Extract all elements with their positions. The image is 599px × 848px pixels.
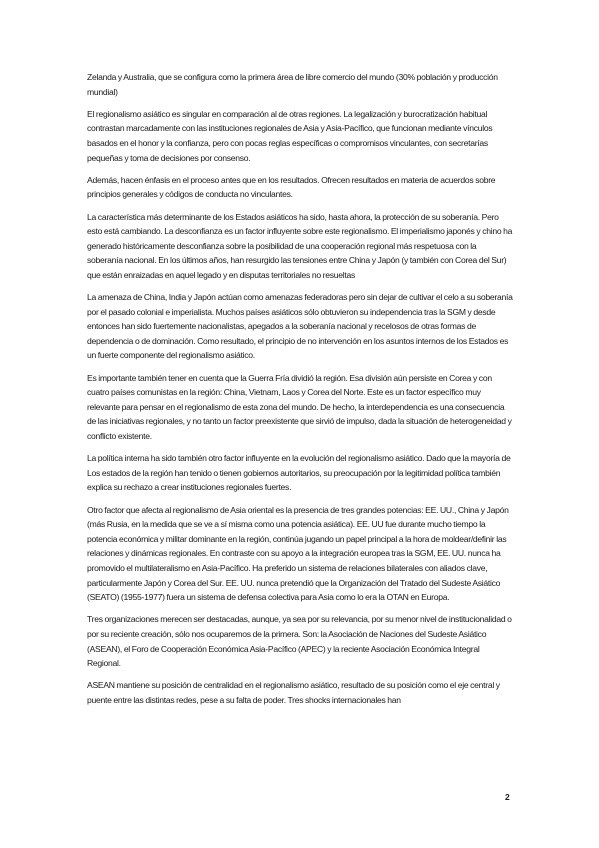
paragraph: ASEAN mantiene su posición de centralidad en el regionalismo asiático, resultado de su posición como el eje central y puente entre las distintas redes, pese a su falta de poder. Tres shocks internacionales han [87, 680, 500, 705]
paragraph: Tres organizaciones merecen ser destacadas, aunque, ya sea por su relevancia, por su menor nivel de institucionalidad o por su reciente creación, sólo nos ocuparemos de la primera. Son: la Asociación de Naciones del Sudeste Asiático (ASEAN), el Foro de Cooperación Económica Asia-Pacífico (APEC) y la reciente Asociación Económica Integral Regional. [87, 614, 512, 669]
document-body [87, 70, 513, 715]
paragraph: Otro factor que afecta al regionalismo de Asia oriental es la presencia de tres grandes potencias: EE. UU., China y Japón (más Rusia, en la medida que se ve a sí misma como una potencia asiática). EE. UU fue durante mucho tiempo la potencia económica y militar dominante en la región, continúa jugando un papel principal a la hora de moldear/definir las relaciones y dinámicas regionales. En contraste con su apoyo a la integración europea tras la SGM, EE. UU. nunca ha promovido el multilateralismo en Asia-Pacífico. Ha preferido un sistema de relaciones bilaterales con aliados clave, particularmente Japón y Corea del Sur. EE. UU. nunca pretendió que la Organización del Tratado del Sudeste Asiático (SEATO) (1955-1977) fuera un sistema de defensa colectiva para Asia como lo era la OTAN en Europa. [87, 504, 509, 603]
paragraph: El regionalismo asiático es singular en comparación al de otras regiones. La legalización y burocratización habitual contrastan marcadamente con las instituciones regionales de Asia y Asia-Pacífico, que funcionan mediante vínculos basados en el honor y la confianza, pero con pocas reglas específicas o compromisos vinculantes, con secretarías pequeñas y toma de decisiones por consenso. [87, 108, 493, 163]
page-number: 2 [505, 792, 510, 802]
paragraph: Además, hacen énfasis en el proceso antes que en los resultados. Ofrecen resultados en materia de acuerdos sobre principios generales y códigos de conducta no vinculantes. [87, 174, 496, 200]
paragraph: La política interna ha sido también otro factor influyente en la evolución del regionalismo asiático. Dado que la mayoría de Los estados de la región han tenido o tienen gobiernos autoritarios, su preocupación por la legitimidad política también explica su rechazo a crear instituciones regionales fuertes. [87, 453, 511, 493]
paragraph: La amenaza de China, India y Japón actúan como amenazas federadoras pero sin dejar de cultivar el celo a su soberanía por el pasado colonial e imperialista. Muchos países asiáticos sólo obtuvieron su independencia tras la SGM y desde entonces han sido fuertemente nacionalistas, apegados a la soberanía nacional y recelosos de otras formas de dependencia o de dominación. Como resultado, el principio de no intervención en los asuntos internos de los Estados es un fuerte componente del regionalismo asiático. [87, 292, 513, 361]
paragraph: Es importante también tener en cuenta que la Guerra Fría dividió la región. Esa división aún persiste en Corea y con cuatro países comunistas en la región: China, Vietnam, Laos y Corea del Norte. Este es un factor específico muy relevante para pensar en el regionalismo de esta zona del mundo. De hecho, la interdependencia es una consecuencia de las iniciativas regionales, y no tanto un factor preexistente que sirvió de impulso, dada la situación de heterogeneidad y conflicto existente. [87, 372, 512, 442]
paragraph: La característica más determinante de los Estados asiáticos ha sido, hasta ahora, la protección de su soberanía. Pero esto está cambiando. La desconfianza es un factor influyente sobre este regionalismo. El imperialismo japonés y chino ha generado históricamente desconfianza sobre la posibilidad de una cooperación regional más respetuosa con la soberanía nacional. En los últimos años, han resurgido las tensiones entre China y Japón (y también con Corea del Sur) que están enraizadas en aquel legado y en disputas territoriales no resueltas [87, 211, 513, 280]
paragraph: Zelanda y Australia, que se configura como la primera área de libre comercio del mundo (30% población y producción mundial) [87, 72, 498, 97]
